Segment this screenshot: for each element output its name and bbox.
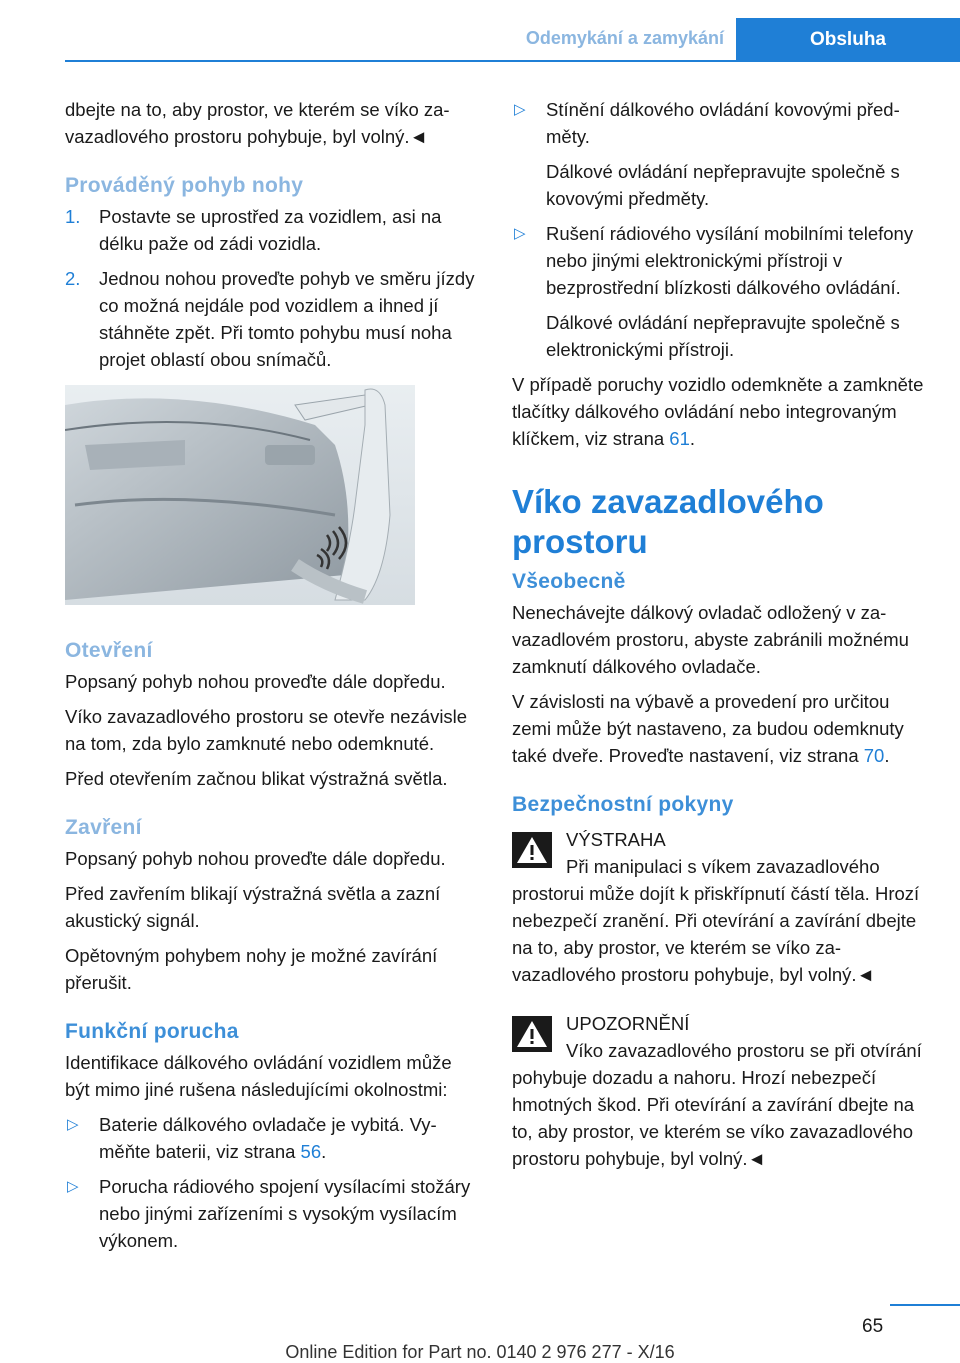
- warning-heading: VÝSTRAHA: [566, 829, 666, 850]
- figure-foot-gesture-illustration: [65, 385, 415, 605]
- list-item: [65, 203, 478, 257]
- header-rule: [65, 60, 960, 62]
- caution-box: [512, 1010, 925, 1172]
- header-chapter-tab: Obsluha: [736, 18, 960, 62]
- heading-open: Otevření: [65, 639, 153, 662]
- warning-triangle-icon: [512, 832, 552, 868]
- heading-safety: Bezpečnostní pokyny: [512, 793, 734, 816]
- warning-box: [512, 826, 925, 988]
- heading-foot-motion: Prováděný pohyb nohy: [65, 174, 304, 197]
- caution-heading: UPOZORNĚNÍ: [566, 1013, 690, 1034]
- step-text: Postavte se uprostřed za vozidlem, asi na délku paže od zádi vozidla.: [99, 206, 442, 254]
- page-reference-link[interactable]: 61: [669, 428, 690, 449]
- page-reference-link[interactable]: 56: [300, 1141, 322, 1162]
- malfunction-causes-list-continued: [512, 96, 925, 363]
- page-reference-link[interactable]: 70: [863, 745, 885, 766]
- open-paragraph: Víko zavazadlového prostoru se otevře nezávisle na tom, zda bylo zamknuté nebo odemknuté.: [65, 706, 468, 754]
- caution-text: Víko zavazadlového prostoru se při otvírání pohybuje dozadu a nahoru. Hrozí nebezpečí hmotných škod. Při otevírání a zavírání dbejte na to, aby prostor, ve kterém se víko zavazadlového prostoru pohybuje, byl volný.◄: [512, 1040, 922, 1169]
- close-paragraph: Popsaný pohyb nohou proveďte dále dopředu.: [65, 848, 446, 869]
- step-number: 1.: [65, 206, 81, 227]
- warning-triangle-icon: [512, 1016, 552, 1052]
- heading-malfunction: Funkční porucha: [65, 1020, 239, 1043]
- intro-paragraph: dbejte na to, aby prostor, ve kterém se víko zavazadlového prostoru pohybuje, byl volný.◄: [65, 99, 450, 147]
- header-section-title: Odemykání a zamykání: [525, 28, 724, 48]
- malfunction-note: V případě poruchy vozidlo odemkněte a zamkněte tlačítky dálkového ovládání nebo integrovaným klíčkem, viz strana 61.: [512, 374, 924, 449]
- step-number: 2.: [65, 268, 81, 289]
- car-rear-with-leg-image: [65, 385, 415, 605]
- left-column: [65, 96, 478, 1262]
- list-item: ▷ Porucha rádiového spojení vysílacími stožáry nebo jinými zařízeními s vysokým vysílacím výkonem.: [65, 1173, 478, 1254]
- list-item: [65, 265, 478, 373]
- malfunction-paragraph: Identifikace dálkového ovládání vozidlem může být mimo jiné rušena následujícími okolnostmi:: [65, 1052, 452, 1100]
- open-paragraph: Popsaný pohyb nohou proveďte dále dopředu.: [65, 671, 446, 692]
- heading-general: Všeobecně: [512, 570, 626, 593]
- warning-text: Při manipulaci s víkem zavazadlového prostorui může dojít k přiskřípnutí částí těla. Hrozí nebezpečí zranění. Při otevírání a zavírání dbejte na to, aby prostor, ve kterém se víko zavazadlového prostoru pohybuje, byl volný.◄: [512, 856, 920, 985]
- malfunction-causes-list: [65, 1111, 478, 1254]
- edition-footer: Online Edition for Part no. 0140 2 976 277 - X/16: [285, 1342, 675, 1362]
- general-paragraph: Nenechávejte dálkový ovladač odložený v zavazadlovém prostoru, abyste zabránili možnému zamknutí dálkového ovladače.: [512, 602, 909, 677]
- close-paragraph: Opětovným pohybem nohy je možné zavírání přerušit.: [65, 945, 438, 993]
- triangle-right-icon: ▷: [514, 101, 526, 118]
- list-item: ▷ Stínění dálkového ovládání kovovými předměty. Dálkové ovládání nepřepravujte společně s kovovými předměty.: [512, 96, 925, 212]
- list-item: ▷ Rušení rádiového vysílání mobilními telefony nebo jinými elektronickými přístroji v bezprostřední blízkosti dálkového ovládání. Dálkové ovládání nepřepravujte společně s elektronickými přístroji.: [512, 220, 925, 363]
- motion-steps: [65, 203, 478, 373]
- close-paragraph: Před zavřením blikají výstražná světla a zazní akustický signál.: [65, 883, 441, 931]
- triangle-right-icon: ▷: [67, 1178, 79, 1195]
- triangle-right-icon: ▷: [514, 225, 526, 242]
- section-title-tailgate: Víko zavazadlového prostoru: [512, 483, 824, 560]
- triangle-right-icon: ▷: [67, 1116, 79, 1133]
- open-paragraph: Před otevřením začnou blikat výstražná světla.: [65, 768, 448, 789]
- general-paragraph: V závislosti na výbavě a provedení pro určitou zemi může být nastaveno, za budou odemknuty také dveře. Proveďte nastavení, viz strana 70.: [512, 691, 904, 766]
- right-column: [512, 96, 925, 1180]
- heading-close: Zavření: [65, 816, 142, 839]
- step-text: Jednou nohou proveďte pohyb ve směru jízdy co možná nejdále pod vozidlem a ihned jí stáhněte zpět. Při tomto pohybu musí noha projet oblastí obou snímačů.: [99, 268, 475, 370]
- list-item: ▷ Baterie dálkového ovladače je vybitá. Vyměňte baterii, viz strana 56.: [65, 1111, 478, 1165]
- footer-rule: [890, 1304, 960, 1306]
- page-number: 65: [862, 1316, 884, 1337]
